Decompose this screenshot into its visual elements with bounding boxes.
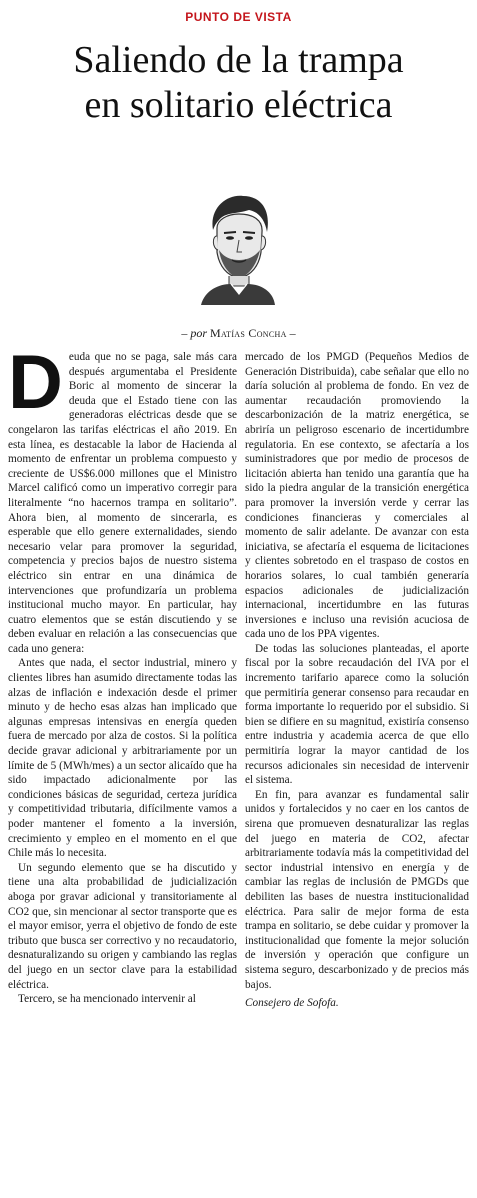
- author-signature: Consejero de Sofofa.: [245, 997, 339, 1010]
- article-paragraph: En fin, para avanzar es fundamental salir unidos y fortalecidos y no caer en los cantos de sirena que promueven desnaturalizar las reglas del juego en materia de CO2, afectar arbitrariamente todavía más la competitividad del sector industrial intensivo en energía y de cambiar las reglas de inclusión de PMGDs que debiliten las bases de nuestra institucionalidad eléctrica. Para salir de mejor forma de esta trampa en solitario, se debe cuidar y promover la institucionalidad que fomente la mejor solución de inversión y operación que configure un sistema seguro, descarbonizado y de precios más bajos.: [245, 788, 469, 991]
- section-label: [0, 8, 477, 26]
- article-paragraph: Un segundo elemento que se ha discutido y tiene una alta probabilidad de judicialización aboga por gravar adicional y transitoriamente al CO2 que, sin mencionar al sector transporte que es el mayor emisor, yerra el objetivo de fondo de este tributo que busca ser correctivo y no recaudatorio, desnaturalizando su origen y cambiando las reglas del juego en un sector clave para la estabilidad eléctrica.: [8, 861, 237, 991]
- byline-prefix: – por: [181, 326, 207, 340]
- article-paragraph: Tercero, se ha mencionado intervenir al: [18, 993, 196, 1006]
- headline-line-1: Saliendo de la trampa: [73, 39, 404, 81]
- headline: [0, 38, 477, 128]
- article-paragraph: De todas las soluciones planteadas, el aporte fiscal por la sobre recaudación del IVA por el incremento tarifario aparece como la solución que permitiría generar consenso para recaudar en forma importante lo requerido por el subsidio. Si bien se difiere en su magnitud, existiría consenso entre industria y academia acerca de que ello permitiría lograr la mayor cantidad de los recursos adicionales sin necesidad de intervenir el sistema.: [245, 642, 469, 787]
- article-column-right: [245, 350, 469, 1011]
- author-portrait: [199, 190, 277, 305]
- drop-cap: D: [8, 340, 63, 425]
- author-name: Matías Concha: [209, 326, 287, 340]
- headline-line-2: en solitario eléctrica: [84, 84, 393, 126]
- article-paragraph: mercado de los PMGD (Pequeños Medios de Generación Distribuida), cabe señalar que ello no daría solución al problema de fondo. En vez de aumentar recaudación promoviendo la descarbonización de la matriz energética, se abriría un peligroso escenario de incertidumbre regulatoria. En ese contexto, se afectaría a los suministradores que por medio de procesos de licitación abierta han tenido una garantía que ha sido la piedra angular de la transición energética para promover la inversión verde y cerrar las condiciones financieras y comerciales al momento de salir adelante. De avanzar con esta iniciativa, se afectaría el esquema de licitaciones y clientes sobretodo en el traspaso de costos en horarios solares, lo cual también generaría espacios adicionales de judicialización internacional, incertidumbre en las futuras inversiones e incluso una revisión acuciosa de cada uno de los PPA vigentes.: [245, 351, 469, 641]
- article-column-left: [8, 340, 237, 1007]
- article-paragraph: Antes que nada, el sector industrial, minero y clientes libres han asumido directamente todas las alzas de inflación e indexación desde el primer minuto y de hecho esas alzas han implicado que algunas empresas intensivas en energía queden fuera de mercado por alza de costos. Si la política decide gravar adicional y arbitrariamente por un límite de 5 (MWh/mes) a un sector alicaído que ha sido impactado adicionalmente por las condiciones básicas de seguridad, certeza jurídica y competitividad tributaria, difícilmente vamos a poder mantener el fomento a la inversión, crecimiento y empleo en el momento en el que Chile más lo necesita.: [8, 657, 237, 860]
- section-label-text: PUNTO DE VISTA: [185, 10, 292, 24]
- article-paragraph: Deuda que no se paga, sale más cara después argumentaba el Presidente Boric al momento de sincerar la deuda que el Estado tiene con las generadoras eléctricas desde que se congelaron las tarifas eléctricas el año 2019. En esta línea, es destacable la labor de Hacienda al momento de enfrentar un problema compuesto y creciente de US$6.000 millones que el Ministro Marcel calificó como un imperativo corregir para literalmente “no hacernos trampa en solitario”. Ahora bien, al momento de sincerarla, es esperable que ello genere externalidades, siendo necesario velar para promover la seguridad, competencia y precios bajos de nuestro sistema eléctrico sin entrar en una dinámica de intervenciones que profundizaría un problema institucional mucho mayor. En particular, hay cuatro elementos que se están discutiendo y se deben evaluar en relación a las consecuencias que cada uno genera:: [8, 340, 237, 655]
- byline: [0, 326, 477, 341]
- byline-suffix: –: [289, 326, 296, 340]
